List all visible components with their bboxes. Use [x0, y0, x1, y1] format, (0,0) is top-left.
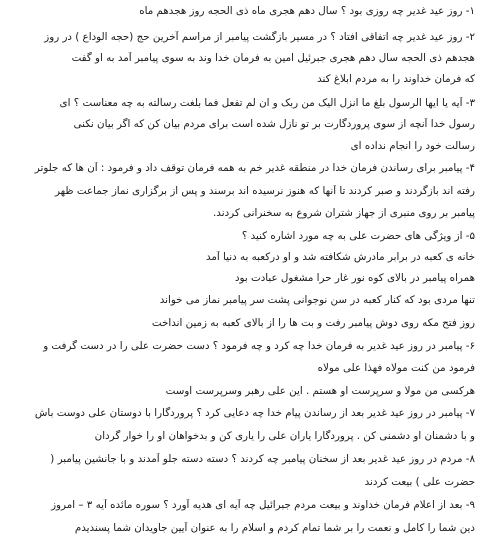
q9-line-2: دین شما را کامل و نعمت را بر شما تمام کردم و اسلام را به عنوان آیین جاویدان شما پسندیدم [74, 522, 475, 534]
q6-line-3: هرکسی من مولا و سرپرست او هستم . این علی رهبر وسرپرست اوست [165, 385, 475, 397]
q5-line: ۵- از ویژگی های حضرت علی به چه مورد اشاره کنید ؟ [241, 230, 475, 242]
q5-answer-2: همراه پیامبر در بالای کوه نور غار حرا مشغول عبادت بود [234, 272, 475, 284]
q1-line: ۱- روز عید غدیر چه روزی بود ؟ سال دهم هجری ماه ذی الحجه روز هجدهم ماه [139, 5, 475, 17]
q2-line-3: که فرمان خداوند را به مردم ابلاغ کند [317, 73, 475, 85]
q3-line-1: ۳- آیه یا ایها الرسول بلغ ما انزل الیک من ربک و ان لم تفعل فما بلغت رسالته به چه معناست ؟ ای [59, 97, 475, 109]
q8-line-1: ۸- مردم در روز عید غدیر بعد از سخنان پیامبر چه کردند ؟ دسته دسته جلو آمدند و با جانشین پیامبر ( [50, 453, 475, 465]
q2-line-1: ۲- روز عید غدیر چه اتفاقی افتاد ؟ در مسیر بازگشت پیامبر از مراسم آخرین حج (حجه الوداع ) در روز [44, 31, 475, 43]
q6-line-1: ۶- پیامبر در روز عید غدیر به فرمان خدا چه کرد و چه فرمود ؟ دست حضرت علی را در دست گرفت و [43, 340, 475, 352]
q2-line-2: هجدهم ذی الحجه سال دهم هجری جبرئیل امین به فرمان خدا وند به سوی پیامبر آمد به او گفت [71, 52, 475, 64]
q4-line-2: رفته اند بازگردند و صبر کردند تا آنها که هنوز نرسیده اند برسند و پس از برگزاری نماز جماعت ظهر [54, 185, 475, 197]
q5-answer-4: روز فتح مکه روی دوش پیامبر رفت و بت ها را از بالای کعبه به زمین انداخت [151, 317, 475, 329]
q4-line-3: پیامبر بر روی منبری از جهاز شتران شروع به سخنرانی کردند. [213, 207, 475, 219]
q6-line-2: فرمود من کنت مولاه فهذا علی مولاه [317, 362, 475, 374]
q5-answer-1: خانه ی کعبه در برابر مادرش شکافته شد و او درکعبه به دنیا آمد [205, 251, 475, 263]
q9-line-1: ۹- بعد از اعلام فرمان خداوند و بیعت مردم جبرائیل چه آیه ای هدیه آورد ؟ سوره مائده آیه ۳ – امروز [51, 499, 475, 511]
q4-line-1: ۴- پیامبر برای رساندن فرمان خدا در منطقه غدیر خم به همه فرمان توقف داد و فرمود : آن ها که جلوتر [34, 162, 475, 174]
q8-line-2: حضرت علی ) بیعت کردند [364, 476, 475, 488]
q7-line-2: و با دشمنان او دشمنی کن . پروردگارا یاران علی را یاری کن و بدخواهان او را خوار گردان [94, 430, 475, 442]
q3-line-2: رسول خدا آنچه از سوی پروردگارت بر تو نازل شده است برای مردم بیان کن که اگر بیان نکنی [73, 118, 475, 130]
q5-answer-3: تنها مردی بود که کنار کعبه در سن نوجوانی پشت سر پیامبر نماز می خواند [159, 294, 475, 306]
q3-line-3: رسالت خود را انجام نداده ای [350, 140, 475, 152]
q7-line-1: ۷- پیامبر در روز عید غدیر بعد از رساندن پیام خدا چه دعایی کرد ؟ پروردگارا با دوستان علی دوست باش [34, 407, 475, 419]
